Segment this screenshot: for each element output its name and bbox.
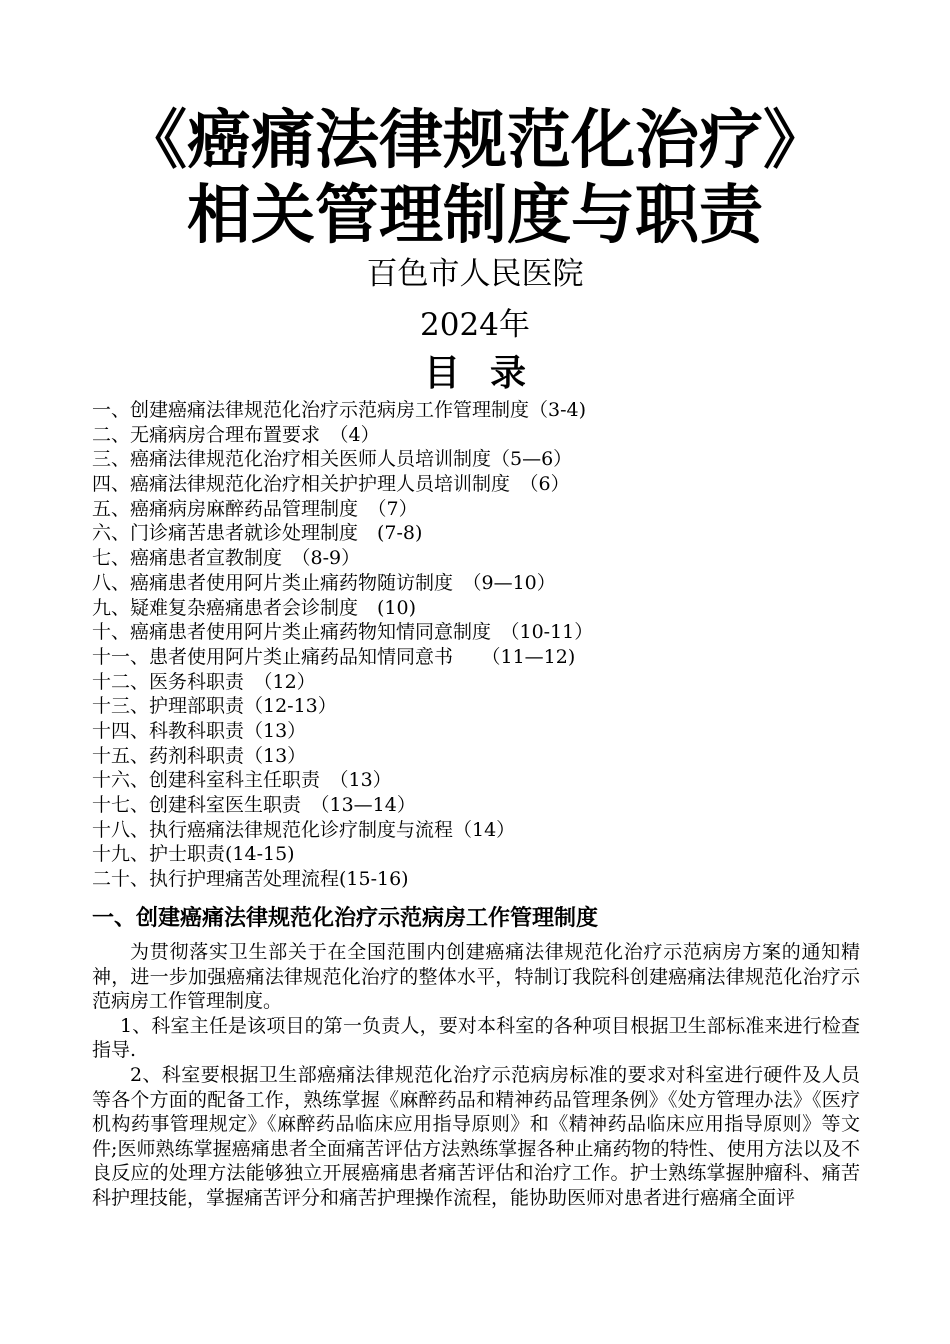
toc-item: 四、癌痛法律规范化治疗相关护护理人员培训制度 （6） [92,473,570,496]
document-title-line-2: 相关管理制度与职责 [187,179,763,253]
toc-item: 八、癌痛患者使用阿片类止痛药物随访制度 （9—10） [92,571,556,594]
body-paragraph: 2、科室要根据卫生部癌痛法律规范化治疗示范病房标准的要求对科室进行硬件及人员等各个方面的配备工作，熟练掌握《麻醉药品和精神药品管理条例》《处方管理办法》《医疗机构药事管理规定》《麻醉药品临床应用指导原则》和《精神药品临床应用指导原则》等文件;医师熟练掌握癌痛患者全面痛苦评估方法熟练掌握各种止痛药物的特性、使用方法以及不良反应的处理方法能够独立开展癌痛患者痛苦评估和治疗工作。护士熟练掌握肿瘤科、痛苦科护理技能，掌握痛苦评分和痛苦护理操作流程，能协助医师对患者进行癌痛全面评 [92,1063,860,1209]
toc-item: 十八、执行癌痛法律规范化诊疗制度与流程（14） [92,818,516,841]
toc-item: 三、癌痛法律规范化治疗相关医师人员培训制度（5—6） [92,448,573,471]
toc-heading: 目录 [423,353,556,394]
document-year: 2024年 [420,307,530,343]
toc-item: 十四、科教科职责（13） [92,719,307,742]
toc-item: 十二、医务科职责 （12） [92,670,316,693]
toc-item: 二、无痛病房合理布置要求 （4） [92,423,380,446]
toc-item: 二十、执行护理痛苦处理流程(15-16) [92,868,409,891]
toc-item: 九、疑难复杂癌痛患者会诊制度 (10) [92,596,417,619]
toc-item: 七、癌痛患者宣教制度 （8-9） [92,547,361,570]
toc-item: 十五、药剂科职责（13） [92,744,307,767]
toc-item: 十九、护士职责(14-15) [92,843,295,866]
document-title-line-1: 《癌痛法律规范化治疗》 [123,104,827,178]
table-of-contents [92,398,912,892]
toc-item: 十三、护理部职责（12-13） [92,695,337,718]
toc-item: 一、创建癌痛法律规范化治疗示范病房工作管理制度（3-4) [92,399,587,421]
section-body [92,940,860,1211]
toc-item: 十一、患者使用阿片类止痛药品知情同意书 （11—12) [92,645,576,668]
toc-item: 十、癌痛患者使用阿片类止痛药物知情同意制度 （10-11） [92,621,594,644]
toc-item: 五、癌痛病房麻醉药品管理制度 （7） [92,497,418,520]
body-paragraph: 1、科室主任是该项目的第一负责人，要对本科室的各种项目根据卫生部标准来进行检查指导. [92,1014,860,1062]
toc-item: 十六、创建科室科主任职责 （13） [92,769,392,792]
body-paragraph: 为贯彻落实卫生部关于在全国范围内创建癌痛法律规范化治疗示范病房方案的通知精神，进一步加强癌痛法律规范化治疗的整体水平，特制订我院科创建癌痛法律规范化治疗示范病房工作管理制度。 [92,941,860,1013]
organization-name: 百色市人民医院 [366,256,584,292]
toc-item: 六、门诊痛苦患者就诊处理制度 (7-8) [92,522,423,545]
section-heading: 一、创建癌痛法律规范化治疗示范病房工作管理制度 [92,906,599,931]
toc-item: 十七、创建科室医生职责 （13—14） [92,794,416,816]
